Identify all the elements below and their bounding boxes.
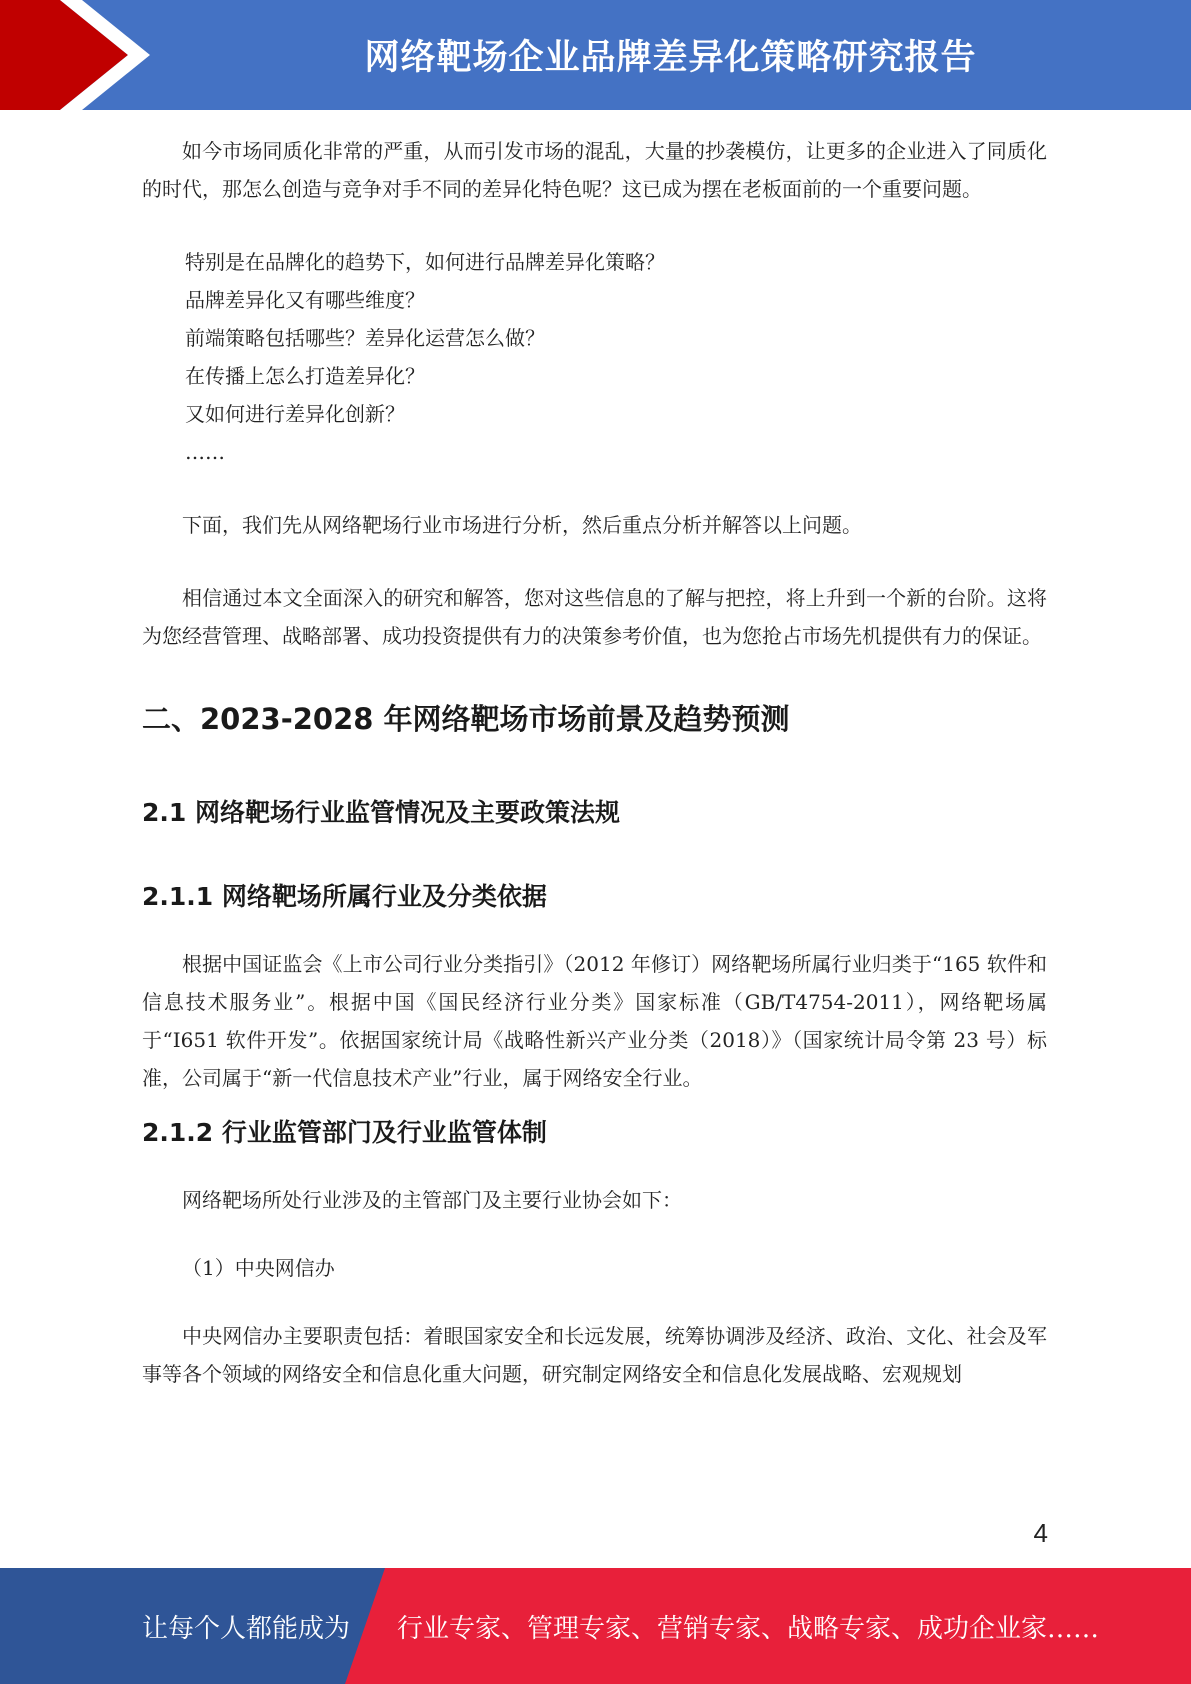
footer-slogan-left: 让每个人都能成为 xyxy=(142,1613,351,1644)
intro-paragraph-1: 如今市场同质化非常的严重，从而引发市场的混乱，大量的抄袭模仿，让更多的企业进入了同质化的时代，那怎么创造与竞争对手不同的差异化特色呢？这已成为摆在老板面前的一个重要问题。 xyxy=(142,139,1047,201)
regulator-item-1: （1）中央网信办 xyxy=(182,1256,335,1280)
section-2-1-2-heading: 2.1.2 行业监管部门及行业监管体制 xyxy=(142,1118,547,1147)
question-item: 品牌差异化又有哪些维度？ xyxy=(185,288,425,312)
question-item: …… xyxy=(185,440,225,464)
section-2-1-1-heading: 2.1.1 网络靶场所属行业及分类依据 xyxy=(142,882,547,911)
section-2-1-heading: 2.1 网络靶场行业监管情况及主要政策法规 xyxy=(142,798,620,827)
intro-paragraph-3: 相信通过本文全面深入的研究和解答，您对这些信息的了解与把控，将上升到一个新的台阶。这将为您经营管理、战略部署、成功投资提供有力的决策参考价值，也为您抢占市场先机提供有力的保证。 xyxy=(142,586,1047,648)
section-2-1-1-paragraph: 根据中国证监会《上市公司行业分类指引》（2012 年修订）网络靶场所属行业归类于“165 软件和信息技术服务业”。根据中国《国民经济行业分类》国家标准（GB/T4754-2011），网络靶场属于“I651 软件开发”。依据国家统计局《战略性新兴产业分类（2018）》（国家统计局令第 23 号）标准，公司属于“新一代信息技术产业”行业，属于网络安全行业。 xyxy=(142,952,1047,1090)
section-2-heading: 二、2023-2028 年网络靶场市场前景及趋势预测 xyxy=(142,702,790,736)
intro-paragraph-2: 下面，我们先从网络靶场行业市场进行分析，然后重点分析并解答以上问题。 xyxy=(182,513,862,537)
header-arrow-decoration xyxy=(0,0,160,110)
header-title: 网络靶场企业品牌差异化策略研究报告 xyxy=(364,38,977,78)
document-body xyxy=(142,132,1047,1393)
question-item: 前端策略包括哪些？差异化运营怎么做？ xyxy=(185,326,545,350)
question-item: 在传播上怎么打造差异化？ xyxy=(185,364,425,388)
page-number: 4 xyxy=(1033,1518,1048,1548)
footer-banner xyxy=(0,1568,1191,1684)
section-2-1-2-paragraph-1: 网络靶场所处行业涉及的主管部门及主要行业协会如下： xyxy=(182,1188,682,1212)
question-item: 又如何进行差异化创新？ xyxy=(185,402,405,426)
footer-slogan-right: 行业专家、管理专家、营销专家、战略专家、成功企业家…… xyxy=(397,1613,1100,1644)
section-2-1-2-paragraph-2: 中央网信办主要职责包括：着眼国家安全和长远发展，统筹协调涉及经济、政治、文化、社会及军事等各个领域的网络安全和信息化重大问题，研究制定网络安全和信息化发展战略、宏观规划 xyxy=(142,1324,1047,1386)
header-banner xyxy=(0,0,1191,110)
question-list xyxy=(142,243,1047,471)
question-item: 特别是在品牌化的趋势下，如何进行品牌差异化策略？ xyxy=(185,250,665,274)
